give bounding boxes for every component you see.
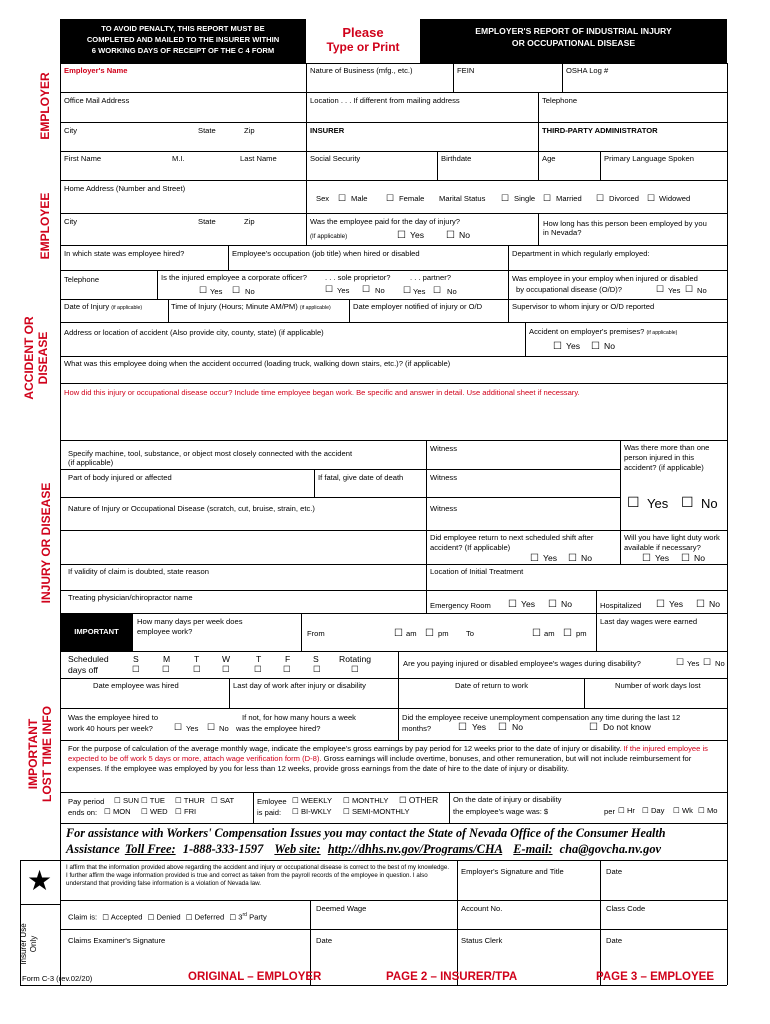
female-label: Female	[399, 194, 425, 203]
warning-line-3: 6 WORKING DAYS OF RECEIPT OF THE C 4 FORM	[91, 46, 275, 55]
employer-zip-label: Zip	[244, 126, 255, 135]
from-pm-label: pm	[438, 629, 449, 638]
website-link[interactable]: http://dhhs.nv.gov/Programs/CHA	[327, 842, 503, 856]
assist-line-1: For assistance with Workers' Compensation Issues you may contact the State of Nevada Office of the Consumer Health	[66, 826, 666, 840]
light-no-checkbox[interactable]: ☐	[681, 553, 690, 564]
hired-40-yes-label: Yes	[186, 724, 199, 733]
day-tue-checkbox[interactable]: ☐	[193, 664, 201, 674]
treatment-label: Location of Initial Treatment	[430, 567, 524, 576]
please-line-2: Type or Print	[326, 40, 400, 54]
status-clerk-label: Status Clerk	[461, 936, 503, 945]
emergency-label: Emergency Room	[430, 601, 491, 610]
paid-biwkly[interactable]: ☐ BI-WKLY	[292, 807, 332, 816]
er-yes-checkbox[interactable]: ☐	[508, 599, 517, 610]
mi-label: M.I.	[172, 154, 185, 163]
department-label: Department in which regularly employed:	[512, 249, 650, 258]
assist-line-2: Assistance Toll Free: 1-888-333-1597 Web site: http://dhhs.nv.gov/Programs/CHA E-mail: cha@govcha.nv.gov	[66, 842, 662, 856]
pay-sun[interactable]: ☐ SUN	[114, 796, 139, 805]
light-yes-checkbox[interactable]: ☐	[642, 553, 651, 564]
days-lost-label: Number of work days lost	[615, 681, 701, 690]
please-line-1: Please	[342, 25, 384, 40]
to-am-label: am	[544, 629, 555, 638]
side-label-employee: EMPLOYEE	[38, 192, 52, 260]
day-thu-label: T	[256, 654, 262, 664]
time-injury-label: Time of Injury (Hours; Minute AM/PM) (if applicable)	[171, 302, 331, 311]
side-label-important-2: LOST TIME INFO	[40, 706, 54, 802]
hired-40-2: work 40 hours per week?	[68, 724, 153, 733]
scheduled-label-2: days off	[68, 665, 98, 675]
divorced-label: Divorced	[609, 194, 639, 203]
office-mail-label: Office Mail Address	[64, 96, 130, 105]
from-pm-checkbox[interactable]: ☐	[425, 628, 434, 639]
er-yes-label: Yes	[521, 599, 536, 609]
language-label: Primary Language Spoken	[604, 154, 694, 163]
osha-log-label: OSHA Log #	[566, 66, 609, 75]
fatal-label: If fatal, give date of death	[318, 473, 404, 482]
day-mon-label: M	[163, 654, 171, 664]
per-wk[interactable]: ☐ Wk	[673, 806, 693, 815]
employer-signature-label: Employer's Signature and Title	[461, 867, 564, 876]
premises-label: Accident on employer's premises? (if applicable)	[529, 327, 678, 336]
rotating-label: Rotating	[339, 654, 372, 664]
hired-state-label: In which state was employee hired?	[64, 249, 185, 258]
purpose-paragraph: For the purpose of calculation of the average monthly wage, indicate the employee's gross earnings by pay period for 12 weeks prior to the date of injury or disability. If the injured employee is expected to be off work 5 days or more, attach wage verification form (D-8). Gross earnings will include overtime, bonuses, and other remuneration, but will not include reimbursement for expenses. If the employee was employed by you for less than 12 weeks, provide gross earnings from the date of hire to the date of injury or disability.	[68, 744, 708, 773]
birthdate-label: Birthdate	[441, 154, 472, 163]
claim-status: Claim is: ☐ Accepted ☐ Denied ☐ Deferred ☐ 3rd Party	[68, 912, 267, 922]
sole-no-checkbox[interactable]: ☐	[362, 284, 371, 294]
date-hired-label: Date employee was hired	[93, 681, 179, 690]
day-tue-label: T	[194, 654, 200, 664]
corp-yes-checkbox[interactable]: ☐	[199, 285, 208, 295]
hosp-no-checkbox[interactable]: ☐	[696, 599, 705, 610]
return-no-label: No	[581, 553, 592, 563]
sole-yes-label: Yes	[337, 286, 350, 295]
days-per-week-1: How many days per week does	[137, 617, 243, 626]
return-shift-1: Did employee return to next scheduled shift after	[430, 533, 594, 542]
day-fri-checkbox[interactable]: ☐	[283, 664, 291, 674]
paying-no-checkbox[interactable]: ☐	[703, 657, 712, 667]
location-label: Location . . . If different from mailing address	[310, 96, 460, 105]
light-yes-label: Yes	[655, 553, 670, 563]
employer-state-label: State	[198, 126, 216, 135]
pay-fri[interactable]: ☐ FRI	[175, 807, 197, 816]
copy-page-3: PAGE 3 – EMPLOYEE	[596, 971, 715, 983]
side-label-employer: EMPLOYER	[38, 72, 52, 140]
more-than-one-3: accident? (if applicable)	[624, 463, 704, 472]
partner-no-label: No	[447, 287, 457, 296]
nature-injury-label: Nature of Injury or Occupational Disease (scratch, cut, bruise, strain, etc.)	[68, 504, 315, 513]
hired-40-no-checkbox[interactable]: ☐	[207, 722, 216, 732]
paid-yes-checkbox[interactable]: ☐	[397, 230, 406, 241]
paid-no-label: No	[459, 230, 470, 240]
partner-no-checkbox[interactable]: ☐	[433, 285, 442, 295]
email-link[interactable]: cha@govcha.nv.gov	[559, 842, 662, 856]
deferred-checkbox[interactable]: ☐	[185, 912, 193, 922]
fein-label: FEIN	[457, 66, 475, 75]
paying-yes-label: Yes	[687, 659, 700, 668]
corp-yes-label: Yes	[210, 287, 223, 296]
hired-40-no-label: No	[219, 724, 229, 733]
side-label-injury: INJURY OR DISEASE	[39, 482, 53, 604]
email-label: E-mail:	[513, 842, 553, 856]
hired-40-1: Was the employee hired to	[68, 713, 159, 722]
hosp-no-label: No	[709, 599, 720, 609]
per-day[interactable]: ☐ Day	[642, 806, 665, 815]
machine-label-1: Specify machine, tool, substance, or object most closely connected with the accident	[68, 449, 353, 458]
how-occur-label: How did this injury or occupational disease occur? Include time employee began work. Be specific and answer in detail. Use additional sheet if necessary.	[64, 388, 580, 397]
sole-prop-label: . . . sole proprietor?	[325, 273, 391, 282]
er-no-checkbox[interactable]: ☐	[548, 599, 557, 610]
accident-address-label: Address or location of accident (Also provide city, county, state) (if applicable)	[64, 328, 324, 337]
account-no-label: Account No.	[461, 904, 503, 913]
employee-zip-label: Zip	[244, 217, 255, 226]
sole-yes-checkbox[interactable]: ☐	[325, 284, 334, 294]
day-sun-label: S	[133, 654, 139, 664]
corp-no-checkbox[interactable]: ☐	[232, 285, 241, 295]
paying-yes-checkbox[interactable]: ☐	[676, 657, 685, 667]
witness-1-label: Witness	[430, 444, 458, 453]
hired-40-yes-checkbox[interactable]: ☐	[174, 722, 183, 732]
ssn-label: Social Security	[310, 154, 361, 163]
last-name-label: Last Name	[240, 154, 277, 163]
affirm-date-label: Date	[606, 867, 623, 876]
return-yes-label: Yes	[543, 553, 558, 563]
widowed-label: Widowed	[659, 194, 691, 203]
machine-label-2: (if applicable)	[68, 458, 114, 467]
pay-thur[interactable]: ☐ THUR	[175, 796, 205, 805]
home-address-label: Home Address (Number and Street)	[64, 184, 186, 193]
light-no-label: No	[694, 553, 705, 563]
ends-on-label: ends on:	[68, 808, 98, 817]
premises-yes-checkbox[interactable]: ☐	[553, 341, 562, 352]
insurer-use-label-2: Only	[29, 935, 38, 953]
side-label-accident-2: DISEASE	[36, 331, 50, 385]
validity-label: If validity of claim is doubted, state reason	[68, 567, 209, 576]
married-label: Married	[556, 194, 582, 203]
paid-yes-label: Yes	[410, 230, 425, 240]
hours-week-2: was the employee hired?	[236, 724, 321, 733]
day-mon-checkbox[interactable]: ☐	[162, 664, 170, 674]
status-date-label: Date	[606, 936, 623, 945]
unemp-dnk-checkbox[interactable]: ☐	[589, 722, 598, 733]
toll-free-label: Toll Free:	[124, 842, 176, 856]
examiner-signature-label: Claims Examiner's Signature	[68, 936, 166, 945]
return-yes-checkbox[interactable]: ☐	[530, 553, 539, 564]
emp-paid-1: Emloyee	[257, 797, 287, 806]
paid-weekly[interactable]: ☐ WEEKLY	[292, 796, 333, 805]
form-number: Form C-3 (rev.02/20)	[22, 974, 93, 983]
star-icon: ★	[27, 865, 53, 896]
female-checkbox[interactable]: ☐	[386, 193, 395, 203]
employee-telephone-label: Telephone	[64, 275, 100, 284]
pay-tue[interactable]: ☐ TUE	[141, 796, 165, 805]
paid-monthly[interactable]: ☐ MONTHLY	[343, 796, 389, 805]
paid-other[interactable]: ☐ OTHER	[399, 795, 439, 805]
how-long-label-1: How long has this person been employed by you	[543, 219, 707, 228]
more-than-one-1: Was there more than one	[624, 443, 710, 452]
from-label: From	[307, 629, 325, 638]
pay-wed[interactable]: ☐ WED	[141, 807, 168, 816]
from-am-label: am	[406, 629, 417, 638]
from-am-checkbox[interactable]: ☐	[394, 628, 403, 639]
employer-name-label: Employer's Name	[64, 66, 128, 75]
witness-3-label: Witness	[430, 504, 458, 513]
warning-line-1: TO AVOID PENALTY, THIS REPORT MUST BE	[101, 24, 265, 33]
to-pm-checkbox[interactable]: ☐	[563, 628, 572, 639]
form-title-2: OR OCCUPATIONAL DISEASE	[511, 38, 636, 48]
partner-yes-label: Yes	[413, 287, 426, 296]
class-code-label: Class Code	[606, 904, 646, 913]
to-label: To	[466, 629, 475, 638]
copy-original: ORIGINAL – EMPLOYER	[188, 971, 322, 983]
day-sun-checkbox[interactable]: ☐	[132, 664, 140, 674]
denied-checkbox[interactable]: ☐	[147, 912, 155, 922]
single-checkbox[interactable]: ☐	[501, 193, 510, 203]
more-yes-checkbox[interactable]: ☐	[627, 494, 640, 510]
insurer-label: INSURER	[310, 126, 345, 135]
physician-label: Treating physician/chiropractor name	[68, 593, 193, 602]
scheduled-label-1: Scheduled	[68, 654, 109, 664]
hospitalized-label: Hospitalized	[600, 601, 642, 610]
employ-no-label: No	[697, 286, 707, 295]
pay-mon[interactable]: ☐ MON	[104, 807, 131, 816]
single-label: Single	[514, 194, 536, 203]
side-label-important-1: IMPORTANT	[26, 718, 40, 790]
male-checkbox[interactable]: ☐	[338, 193, 347, 203]
copy-page-2: PAGE 2 – INSURER/TPA	[386, 971, 518, 983]
date-notified-label: Date employer notified of injury or O/D	[353, 302, 483, 311]
day-fri-label: F	[285, 654, 291, 664]
employ-yes-checkbox[interactable]: ☐	[656, 284, 665, 294]
wage-was-2: the employee's wage was: $	[453, 807, 549, 816]
light-duty-1: Will you have light duty work	[624, 533, 720, 542]
marital-status-label: Marital Status	[439, 194, 486, 203]
insurer-use-label-1: Insurer Use	[19, 923, 28, 965]
occupation-label: Employee's occupation (job title) when hired or disabled	[232, 249, 420, 258]
light-duty-2: available if necessary?	[624, 543, 701, 552]
day-thu-checkbox[interactable]: ☐	[254, 664, 262, 674]
more-no-label: No	[701, 496, 718, 511]
pay-sat[interactable]: ☐ SAT	[211, 796, 235, 805]
side-label-accident-1: ACCIDENT OR	[22, 316, 36, 400]
first-name-label: First Name	[64, 154, 102, 163]
employer-telephone-label: Telephone	[542, 96, 578, 105]
paid-ifapp-label: (If applicable)	[310, 233, 348, 240]
hours-week-1: If not, for how many hours a week	[242, 713, 356, 722]
day-wed-label: W	[222, 654, 231, 664]
wage-was-1: On the date of injury or disability	[453, 795, 562, 804]
unemp-yes-label: Yes	[472, 722, 487, 732]
last-work-label: Last day of work after injury or disability	[233, 681, 366, 690]
hosp-yes-checkbox[interactable]: ☐	[656, 599, 665, 610]
form-title-1: EMPLOYER'S REPORT OF INDUSTRIAL INJURY	[475, 26, 672, 36]
examiner-date-label: Date	[316, 936, 333, 945]
to-am-checkbox[interactable]: ☐	[532, 628, 541, 639]
return-no-checkbox[interactable]: ☐	[568, 553, 577, 564]
per-mo[interactable]: ☐ Mo	[698, 806, 718, 815]
rotating-checkbox[interactable]: ☐	[351, 664, 359, 674]
day-wed-checkbox[interactable]: ☐	[222, 664, 230, 674]
employ-when-label-2: by occupational disease (O/D)?	[516, 285, 622, 294]
er-no-label: No	[561, 599, 572, 609]
unemp-no-checkbox[interactable]: ☐	[498, 722, 507, 733]
per-label: per	[604, 807, 615, 816]
hosp-yes-label: Yes	[669, 599, 684, 609]
employee-state-label: State	[198, 217, 216, 226]
partner-label: . . . partner?	[410, 273, 451, 282]
accepted-checkbox[interactable]: ☐	[102, 912, 110, 922]
widowed-checkbox[interactable]: ☐	[647, 193, 656, 203]
employ-no-checkbox[interactable]: ☐	[685, 284, 694, 294]
day-sat-label: S	[313, 654, 319, 664]
unemployment-1: Did the employee receive unemployment compensation any time during the last 12	[402, 713, 681, 722]
day-sat-checkbox[interactable]: ☐	[313, 664, 321, 674]
employee-city-label: City	[64, 217, 78, 226]
paid-semimonthly[interactable]: ☐ SEMI-MONTHLY	[343, 807, 410, 816]
employ-yes-label: Yes	[668, 286, 681, 295]
premises-no-checkbox[interactable]: ☐	[591, 341, 600, 352]
third-party-checkbox[interactable]: ☐	[229, 912, 237, 922]
nature-of-business-label: Nature of Business (mfg., etc.)	[310, 66, 413, 75]
divorced-checkbox[interactable]: ☐	[596, 193, 605, 203]
corp-officer-label: Is the injured employee a corporate officer?	[161, 273, 307, 282]
tpa-label: THIRD-PARTY ADMINISTRATOR	[542, 126, 658, 135]
more-no-checkbox[interactable]: ☐	[681, 494, 694, 510]
sex-label: Sex	[316, 194, 330, 203]
return-date-label: Date of return to work	[455, 681, 529, 690]
premises-yes-label: Yes	[566, 341, 581, 351]
paying-no-label: No	[715, 659, 725, 668]
unemp-no-label: No	[512, 722, 523, 732]
days-per-week-2: employee work?	[137, 627, 193, 636]
paid-no-checkbox[interactable]: ☐	[446, 230, 455, 241]
unemp-yes-checkbox[interactable]: ☐	[458, 722, 467, 733]
website-label: Web site:	[274, 842, 321, 856]
more-than-one-2: person injured in this	[624, 453, 695, 462]
witness-2-label: Witness	[430, 473, 458, 482]
doing-label: What was this employee doing when the accident occurred (loading truck, walking down stairs, etc.)? (if applicable)	[64, 359, 451, 368]
supervisor-label: Supervisor to whom injury or O/D reported	[512, 302, 655, 311]
affirm-text: I affirm that the information provided above regarding the accident and injury or occupational disease is correct to the best of my knowledge. I further affirm the wage information provided is true and correct as taken from the payroll records of the employee in question. I also understand that providing false information is a violation of Nevada law.	[66, 864, 450, 888]
pay-period-label: Pay period	[68, 797, 105, 806]
do-not-know-label: Do not know	[603, 722, 651, 732]
premises-no-label: No	[604, 341, 615, 351]
employ-when-label-1: Was employee in your employ when injured or disabled	[512, 274, 698, 283]
corp-no-label: No	[245, 287, 255, 296]
return-shift-2: accident? (If applicable)	[430, 543, 511, 552]
deemed-wage-label: Deemed Wage	[316, 904, 367, 913]
emp-paid-2: is paid:	[257, 808, 282, 817]
male-label: Male	[351, 194, 368, 203]
important-label: IMPORTANT	[74, 627, 119, 636]
unemployment-2: months?	[402, 724, 432, 733]
paying-wages-label: Are you paying injured or disabled employee's wages during disability?	[403, 659, 641, 668]
to-pm-label: pm	[576, 629, 587, 638]
more-yes-label: Yes	[647, 496, 669, 511]
how-long-label-2: in Nevada?	[543, 228, 582, 237]
sole-no-label: No	[375, 286, 385, 295]
employer-city-label: City	[64, 126, 78, 135]
paid-day-label: Was the employee paid for the day of injury?	[310, 217, 460, 226]
toll-free-phone[interactable]: 1-888-333-1597	[182, 842, 264, 856]
last-day-wages-label: Last day wages were earned	[600, 617, 698, 626]
body-part-label: Part of body injured or affected	[68, 473, 172, 482]
date-injury-label: Date of Injury (if applicable)	[64, 302, 143, 311]
age-label: Age	[542, 154, 556, 163]
partner-yes-checkbox[interactable]: ☐	[403, 285, 412, 295]
warning-line-2: COMPLETED AND MAILED TO THE INSURER WITHIN	[86, 35, 280, 44]
married-checkbox[interactable]: ☐	[543, 193, 552, 203]
per-hr[interactable]: ☐ Hr	[618, 806, 635, 815]
